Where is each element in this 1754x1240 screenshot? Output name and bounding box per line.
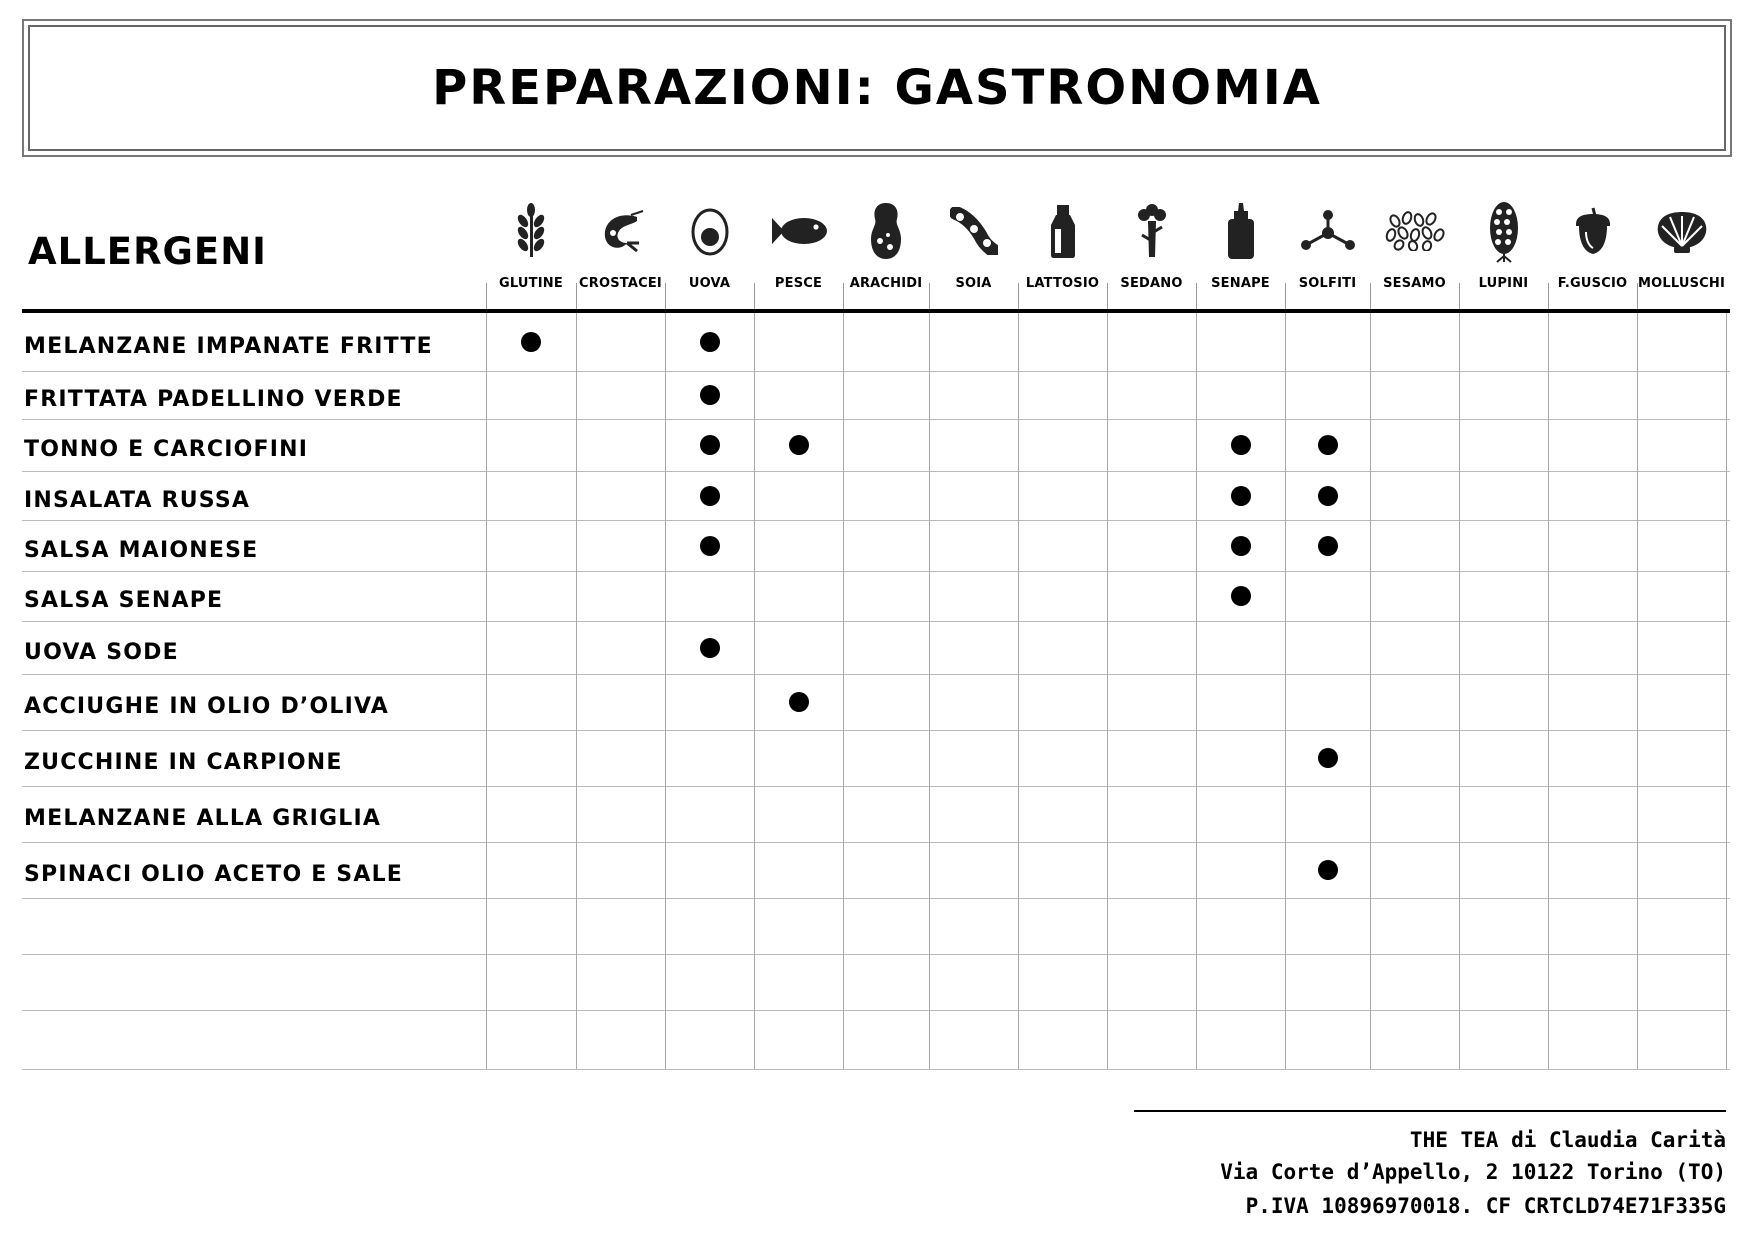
allergen-dot: [1318, 536, 1338, 556]
column-divider: [1107, 313, 1108, 1069]
column-divider: [665, 313, 666, 1069]
row-divider: [22, 1010, 1730, 1011]
row-label: MELANZANE IMPANATE FRITTE: [24, 334, 433, 359]
header-separator: [486, 283, 487, 310]
column-header-sedano: SEDANO: [1120, 276, 1183, 291]
column-header-uova: UOVA: [688, 276, 731, 291]
allergen-dot: [700, 486, 720, 506]
column-divider: [576, 313, 577, 1069]
header-separator: [754, 283, 755, 310]
column-header-crostacei: CROSTACEI: [579, 276, 662, 291]
row-divider: [22, 1069, 1730, 1070]
shell-icon: [1647, 196, 1717, 266]
title-frame: [22, 19, 1732, 157]
footer-tax-ids: P.IVA 10896970018. CF CRTCLD74E71F335G: [1245, 1194, 1726, 1218]
header-separator: [665, 283, 666, 310]
header-separator: [1196, 283, 1197, 310]
row-divider: [22, 786, 1730, 787]
column-divider: [1459, 313, 1460, 1069]
allergen-dot: [1318, 748, 1338, 768]
column-header-lattosio: LATTOSIO: [1025, 276, 1100, 291]
column-header-fguscio: F.GUSCIO: [1557, 276, 1628, 291]
row-divider: [22, 419, 1730, 420]
row-divider: [22, 730, 1730, 731]
footer-company: THE TEA di Claudia Carità: [1409, 1128, 1726, 1152]
peanut-icon: [851, 196, 921, 266]
column-header-soia: SOIA: [955, 276, 992, 291]
row-divider: [22, 898, 1730, 899]
molecule-icon: [1293, 196, 1363, 266]
fish-icon: [764, 196, 834, 266]
row-label: MELANZANE ALLA GRIGLIA: [24, 806, 382, 831]
page-title: PREPARAZIONI: GASTRONOMIA: [432, 60, 1322, 116]
row-label: TONNO E CARCIOFINI: [24, 437, 309, 462]
header-separator: [1459, 283, 1460, 310]
allergen-dot: [700, 385, 720, 405]
allergen-dot: [700, 536, 720, 556]
row-divider: [22, 954, 1730, 955]
shrimp-icon: [586, 196, 656, 266]
column-divider: [754, 313, 755, 1069]
wheat-icon: [496, 196, 566, 266]
header-separator: [1285, 283, 1286, 310]
column-header-lupini: LUPINI: [1478, 276, 1529, 291]
row-divider: [22, 674, 1730, 675]
allergen-dot: [1231, 435, 1251, 455]
allergen-dot: [1318, 435, 1338, 455]
row-label: FRITTATA PADELLINO VERDE: [24, 387, 403, 412]
row-divider: [22, 520, 1730, 521]
allergen-dot: [1318, 860, 1338, 880]
egg-icon: [675, 196, 745, 266]
header-separator: [576, 283, 577, 310]
allergen-dot: [521, 332, 541, 352]
row-label: INSALATA RUSSA: [24, 487, 251, 513]
column-header-arachidi: ARACHIDI: [849, 276, 923, 291]
column-divider: [1370, 313, 1371, 1069]
row-label: SALSA MAIONESE: [24, 537, 259, 563]
row-label: SALSA SENAPE: [24, 588, 224, 613]
allergen-dot: [1318, 486, 1338, 506]
row-divider: [22, 842, 1730, 843]
header-separator: [1107, 283, 1108, 310]
column-divider: [1548, 313, 1549, 1069]
column-divider: [1726, 313, 1727, 1069]
title-inner-frame: [28, 25, 1726, 151]
column-divider: [843, 313, 844, 1069]
row-divider: [22, 621, 1730, 622]
column-divider: [1285, 313, 1286, 1069]
lupin-icon: [1469, 196, 1539, 266]
column-header-glutine: GLUTINE: [499, 276, 563, 291]
column-header-pesce: PESCE: [774, 276, 823, 291]
column-divider: [1196, 313, 1197, 1069]
celery-icon: [1117, 196, 1187, 266]
acorn-icon: [1558, 196, 1628, 266]
allergeni-heading: ALLERGENI: [28, 230, 267, 273]
row-divider: [22, 371, 1730, 372]
allergen-dot: [1231, 586, 1251, 606]
column-divider: [486, 313, 487, 1069]
allergen-dot: [700, 638, 720, 658]
row-label: UOVA SODE: [24, 639, 179, 665]
allergen-dot: [1231, 486, 1251, 506]
mustard-bottle-icon: [1206, 196, 1276, 266]
column-header-sesamo: SESAMO: [1383, 276, 1446, 291]
header-rule: [22, 309, 1730, 313]
milk-bottle-icon: [1028, 196, 1098, 266]
allergen-dot: [700, 332, 720, 352]
sesame-seeds-icon: [1380, 196, 1450, 266]
column-header-senape: SENAPE: [1211, 276, 1270, 291]
column-header-solfiti: SOLFITI: [1298, 276, 1357, 291]
row-label: SPINACI OLIO ACETO E SALE: [24, 862, 404, 887]
header-separator: [929, 283, 930, 310]
allergen-dot: [700, 435, 720, 455]
allergen-dot: [789, 692, 809, 712]
header-separator: [1637, 283, 1638, 310]
column-divider: [929, 313, 930, 1069]
footer-address: Via Corte d’Appello, 2 10122 Torino (TO): [1220, 1160, 1726, 1184]
column-header-molluschi: MOLLUSCHI: [1637, 276, 1726, 291]
header-separator: [1370, 283, 1371, 310]
allergen-dot: [789, 435, 809, 455]
row-label: ZUCCHINE IN CARPIONE: [24, 750, 343, 775]
header-separator: [843, 283, 844, 310]
header-separator: [1548, 283, 1549, 310]
row-divider: [22, 471, 1730, 472]
column-divider: [1018, 313, 1019, 1069]
soy-icon: [939, 196, 1009, 266]
column-divider: [1637, 313, 1638, 1069]
footer-rule: [1134, 1110, 1726, 1112]
row-label: ACCIUGHE IN OLIO D’OLIVA: [24, 694, 389, 719]
allergen-dot: [1231, 536, 1251, 556]
header-separator: [1018, 283, 1019, 310]
row-divider: [22, 571, 1730, 572]
